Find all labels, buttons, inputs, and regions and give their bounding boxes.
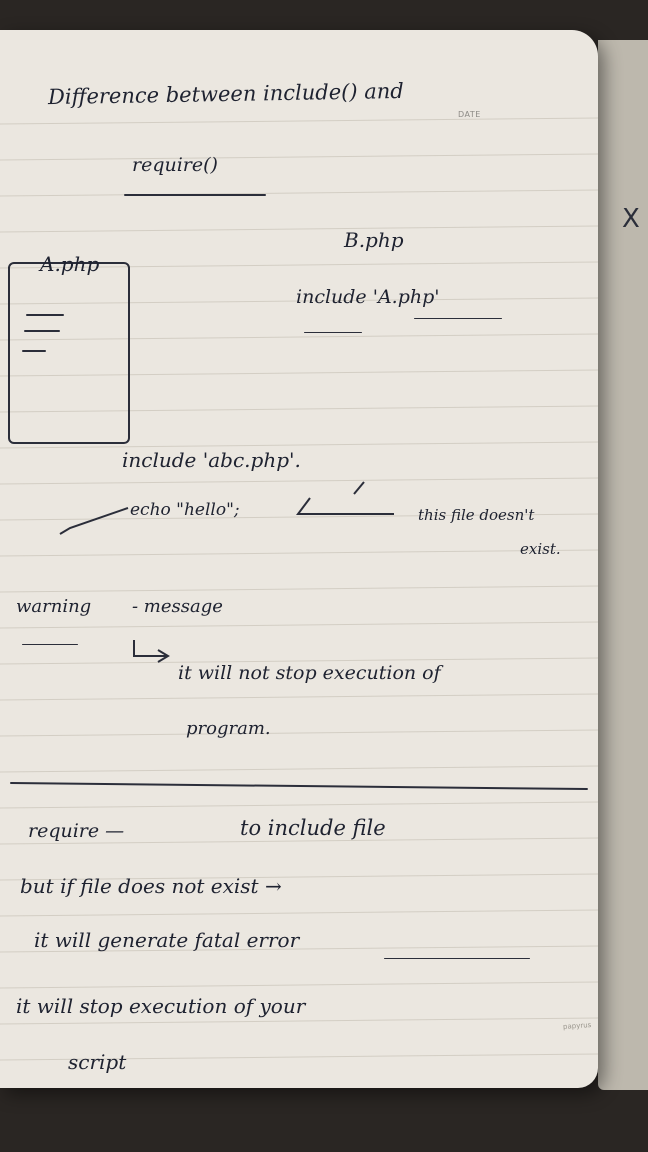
warning-description-2: program.: [186, 718, 271, 739]
file-b-label: B.php: [344, 228, 404, 252]
title-underline: [124, 194, 266, 196]
title-line-2: require(): [132, 154, 218, 176]
notebook-page: [0, 30, 598, 1088]
arrow-icon: [130, 638, 176, 666]
margin-cross-mark: X: [622, 204, 640, 234]
pointer-arrow-icon: [294, 478, 404, 522]
next-page-edge: [598, 40, 648, 1090]
require-line-5: script: [68, 1050, 127, 1074]
date-label: DATE: [458, 110, 481, 119]
require-label: require —: [28, 820, 125, 842]
require-line-4: it will stop execution of your: [16, 994, 306, 1018]
echo-check-mark: [56, 500, 136, 540]
file-note-line-2: exist.: [520, 540, 561, 558]
file-a-line-3: [22, 350, 46, 352]
title-line-1: Difference between include() and: [47, 78, 404, 110]
file-a-label: A.php: [40, 252, 100, 276]
warning-label: warning: [16, 596, 92, 617]
notebook-brand: papyrus: [562, 1021, 592, 1031]
warning-description: it will not stop execution of: [178, 662, 441, 684]
file-a-line-2: [24, 330, 60, 332]
file-note-line-1: this file doesn't: [418, 506, 535, 524]
include-abc-statement: include 'abc.php'.: [122, 448, 301, 472]
require-line-3: it will generate fatal error: [34, 928, 300, 952]
require-line-2: but if file does not exist →: [20, 874, 282, 898]
file-a-box: [8, 262, 130, 444]
file-a-name-underline: [414, 318, 502, 319]
include-a-underline: [304, 332, 362, 333]
message-label: - message: [132, 596, 223, 617]
include-a-statement: include 'A.php': [296, 286, 440, 308]
echo-statement: echo "hello";: [130, 500, 240, 520]
fatal-error-underline: [384, 958, 530, 959]
file-a-line-1: [26, 314, 64, 316]
require-description: to include file: [240, 816, 386, 840]
warning-underline: [22, 644, 78, 645]
